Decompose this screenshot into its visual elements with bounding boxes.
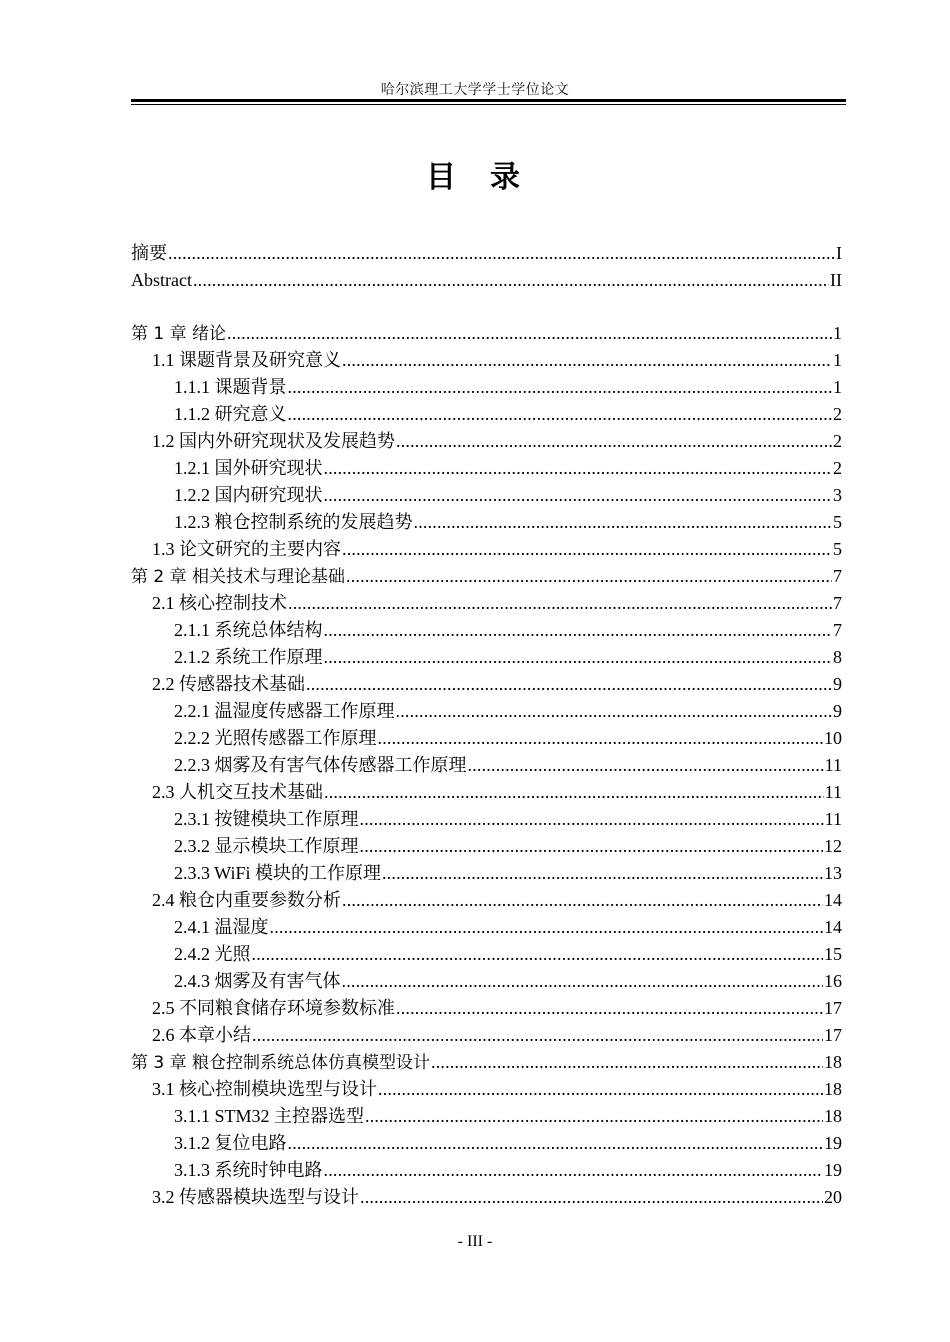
toc-entry-label: 1.2.1 国外研究现状 bbox=[174, 458, 323, 478]
toc-subsection-entry[interactable] bbox=[131, 860, 842, 887]
toc-entry-page: 1 bbox=[833, 323, 842, 343]
toc-entry-page: 16 bbox=[824, 971, 842, 991]
toc-entry-page: 3 bbox=[833, 485, 842, 505]
dot-leader bbox=[288, 1130, 824, 1157]
toc-section-entry[interactable] bbox=[131, 1184, 842, 1211]
running-header: 哈尔滨理工大学学士学位论文 bbox=[380, 82, 570, 98]
toc-section-entry[interactable] bbox=[131, 590, 842, 617]
dot-leader bbox=[193, 267, 829, 294]
dot-leader bbox=[324, 455, 833, 482]
toc-subsection-entry[interactable] bbox=[131, 914, 842, 941]
dot-leader bbox=[431, 1049, 823, 1076]
toc-entry-label: 第 1 章 绪论 bbox=[131, 324, 227, 344]
toc-subsection-entry[interactable] bbox=[131, 617, 842, 644]
toc-entry-page: 11 bbox=[824, 782, 842, 802]
toc-entry-page: 14 bbox=[824, 890, 842, 910]
dot-leader bbox=[346, 563, 832, 590]
dot-leader bbox=[252, 941, 824, 968]
toc-entry-label: 2.6 本章小结 bbox=[152, 1025, 251, 1045]
toc-entry-abstract-en[interactable] bbox=[131, 267, 842, 294]
toc-entry-label: 2.3.2 显示模块工作原理 bbox=[174, 836, 359, 856]
toc-entry-page: 18 bbox=[824, 1052, 842, 1072]
toc-entry-page: I bbox=[836, 243, 842, 263]
toc-entry-page: 18 bbox=[824, 1079, 842, 1099]
dot-leader bbox=[396, 995, 823, 1022]
dot-leader bbox=[365, 1103, 823, 1130]
toc-section-entry[interactable] bbox=[131, 995, 842, 1022]
dot-leader bbox=[270, 914, 824, 941]
dot-leader bbox=[168, 240, 835, 267]
toc-subsection-entry[interactable] bbox=[131, 1130, 842, 1157]
toc-entry-page: 5 bbox=[833, 539, 842, 559]
toc-subsection-entry[interactable] bbox=[131, 1103, 842, 1130]
toc-entry-label: 2.1 核心控制技术 bbox=[152, 593, 287, 613]
toc-entry-page: 19 bbox=[824, 1133, 842, 1153]
toc-subsection-entry[interactable] bbox=[131, 644, 842, 671]
toc-entries-list bbox=[131, 320, 842, 1211]
dot-leader bbox=[324, 617, 833, 644]
toc-chapter-entry[interactable] bbox=[131, 320, 842, 347]
toc-entry-label: 3.2 传感器模块选型与设计 bbox=[152, 1187, 359, 1207]
toc-entry-page: 2 bbox=[833, 431, 842, 451]
toc-subsection-entry[interactable] bbox=[131, 455, 842, 482]
toc-entry-page: II bbox=[830, 270, 842, 290]
toc-entry-label: 2.2.3 烟雾及有害气体传感器工作原理 bbox=[174, 755, 467, 775]
dot-leader bbox=[288, 374, 833, 401]
toc-entry-label: 2.2.1 温湿度传感器工作原理 bbox=[174, 701, 395, 721]
dot-leader bbox=[288, 590, 832, 617]
toc-chapter-entry[interactable] bbox=[131, 563, 842, 590]
dot-leader bbox=[324, 779, 824, 806]
dot-leader bbox=[288, 401, 833, 428]
toc-entry-page: 8 bbox=[833, 647, 842, 667]
toc-entry-page: 14 bbox=[824, 917, 842, 937]
toc-section-entry[interactable] bbox=[131, 671, 842, 698]
dot-leader bbox=[342, 968, 824, 995]
toc-entry-label: 2.3.1 按键模块工作原理 bbox=[174, 809, 359, 829]
toc-entry-page: 18 bbox=[824, 1106, 842, 1126]
toc-entry-page: 2 bbox=[833, 404, 842, 424]
toc-subsection-entry[interactable] bbox=[131, 401, 842, 428]
toc-entry-label: 1.2.2 国内研究现状 bbox=[174, 485, 323, 505]
toc-subsection-entry[interactable] bbox=[131, 482, 842, 509]
toc-entry-page: 5 bbox=[833, 512, 842, 532]
toc-entry-page: 11 bbox=[824, 809, 842, 829]
toc-entry-label: 3.1.1 STM32 主控器选型 bbox=[174, 1106, 365, 1126]
toc-entry-page: 19 bbox=[824, 1160, 842, 1180]
toc-entry-label: 3.1.2 复位电路 bbox=[174, 1133, 287, 1153]
dot-leader bbox=[396, 428, 832, 455]
toc-entry-label: 摘要 bbox=[131, 243, 167, 263]
dot-leader bbox=[252, 1022, 823, 1049]
dot-leader bbox=[324, 644, 833, 671]
toc-entry-label: 2.2.2 光照传感器工作原理 bbox=[174, 728, 377, 748]
toc-entry-page: 13 bbox=[824, 863, 842, 883]
toc-entry-label: 第 2 章 相关技术与理论基础 bbox=[131, 567, 346, 587]
toc-entry-label: 2.3 人机交互技术基础 bbox=[152, 782, 323, 802]
header-rule-thin bbox=[131, 104, 846, 105]
toc-heading bbox=[0, 152, 950, 196]
toc-entry-label: 第 3 章 粮仓控制系统总体仿真模型设计 bbox=[131, 1053, 431, 1073]
toc-entry-page: 7 bbox=[833, 566, 842, 586]
toc-section-entry[interactable] bbox=[131, 887, 842, 914]
toc-section-entry[interactable] bbox=[131, 428, 842, 455]
toc-heading-second-char: 录 bbox=[490, 160, 524, 195]
toc-entry-abstract-cn[interactable] bbox=[131, 240, 842, 267]
toc-subsection-entry[interactable] bbox=[131, 374, 842, 401]
toc-entry-page: 9 bbox=[833, 674, 842, 694]
toc-entry-page: 10 bbox=[824, 728, 842, 748]
dot-leader bbox=[342, 347, 832, 374]
toc-entry-label: 2.1.1 系统总体结构 bbox=[174, 620, 323, 640]
toc-entry-page: 20 bbox=[824, 1187, 842, 1207]
toc-entry-page: 7 bbox=[833, 620, 842, 640]
toc-entry-label: 2.2 传感器技术基础 bbox=[152, 674, 305, 694]
toc-subsection-entry[interactable] bbox=[131, 833, 842, 860]
toc-entry-label: 2.4.1 温湿度 bbox=[174, 917, 269, 937]
toc-entry-label: 2.4.2 光照 bbox=[174, 944, 251, 964]
toc-subsection-entry[interactable] bbox=[131, 509, 842, 536]
dot-leader bbox=[360, 806, 824, 833]
dot-leader bbox=[324, 1157, 824, 1184]
toc-entry-label: 1.1.1 课题背景 bbox=[174, 377, 287, 397]
toc-subsection-entry[interactable] bbox=[131, 806, 842, 833]
toc-spacer bbox=[131, 294, 842, 320]
toc-entry-page: 12 bbox=[824, 836, 842, 856]
toc-entry-label: 2.1.2 系统工作原理 bbox=[174, 647, 323, 667]
dot-leader bbox=[324, 482, 833, 509]
dot-leader bbox=[342, 536, 832, 563]
toc-entry-label: 1.1 课题背景及研究意义 bbox=[152, 350, 341, 370]
dot-leader bbox=[227, 320, 832, 347]
toc-section-entry[interactable] bbox=[131, 779, 842, 806]
toc-entry-label: 1.2 国内外研究现状及发展趋势 bbox=[152, 431, 395, 451]
toc-chapter-entry[interactable] bbox=[131, 1049, 842, 1076]
page-number-footer: - III - bbox=[457, 1233, 493, 1250]
dot-leader bbox=[382, 860, 823, 887]
toc-subsection-entry[interactable] bbox=[131, 968, 842, 995]
dot-leader bbox=[414, 509, 833, 536]
toc-section-entry[interactable] bbox=[131, 347, 842, 374]
toc-section-entry[interactable] bbox=[131, 1076, 842, 1103]
dot-leader bbox=[360, 833, 824, 860]
toc-entry-label: 3.1 核心控制模块选型与设计 bbox=[152, 1079, 377, 1099]
dot-leader bbox=[396, 698, 833, 725]
dot-leader bbox=[468, 752, 824, 779]
header-rule-thick bbox=[131, 99, 846, 102]
toc-entry-page: 17 bbox=[824, 1025, 842, 1045]
toc-entry-label: Abstract bbox=[131, 270, 192, 290]
toc-subsection-entry[interactable] bbox=[131, 1157, 842, 1184]
toc-subsection-entry[interactable] bbox=[131, 698, 842, 725]
dot-leader bbox=[306, 671, 832, 698]
toc-entry-label: 2.4 粮仓内重要参数分析 bbox=[152, 890, 341, 910]
toc-entry-page: 7 bbox=[833, 593, 842, 613]
toc-entry-page: 15 bbox=[824, 944, 842, 964]
toc-entry-label: 1.2.3 粮仓控制系统的发展趋势 bbox=[174, 512, 413, 532]
toc-entry-label: 2.4.3 烟雾及有害气体 bbox=[174, 971, 341, 991]
toc-entry-page: 2 bbox=[833, 458, 842, 478]
toc-entry-label: 3.1.3 系统时钟电路 bbox=[174, 1160, 323, 1180]
toc-entry-page: 17 bbox=[824, 998, 842, 1018]
toc-entry-label: 1.3 论文研究的主要内容 bbox=[152, 539, 341, 559]
dot-leader bbox=[378, 1076, 823, 1103]
dot-leader bbox=[360, 1184, 823, 1211]
toc-entry-label: 2.5 不同粮食储存环境参数标准 bbox=[152, 998, 395, 1018]
toc-entry-label: 1.1.2 研究意义 bbox=[174, 404, 287, 424]
toc-entry-page: 11 bbox=[824, 755, 842, 775]
dot-leader bbox=[342, 887, 823, 914]
toc-section-entry[interactable] bbox=[131, 536, 842, 563]
toc-entry-page: 1 bbox=[833, 350, 842, 370]
table-of-contents bbox=[131, 240, 842, 1211]
toc-subsection-entry[interactable] bbox=[131, 752, 842, 779]
toc-subsection-entry[interactable] bbox=[131, 725, 842, 752]
toc-entry-label: 2.3.3 WiFi 模块的工作原理 bbox=[174, 863, 381, 883]
dot-leader bbox=[378, 725, 824, 752]
toc-subsection-entry[interactable] bbox=[131, 941, 842, 968]
toc-entry-page: 9 bbox=[833, 701, 842, 721]
toc-entry-page: 1 bbox=[833, 377, 842, 397]
toc-heading-first-char: 目 bbox=[426, 160, 460, 195]
toc-section-entry[interactable] bbox=[131, 1022, 842, 1049]
